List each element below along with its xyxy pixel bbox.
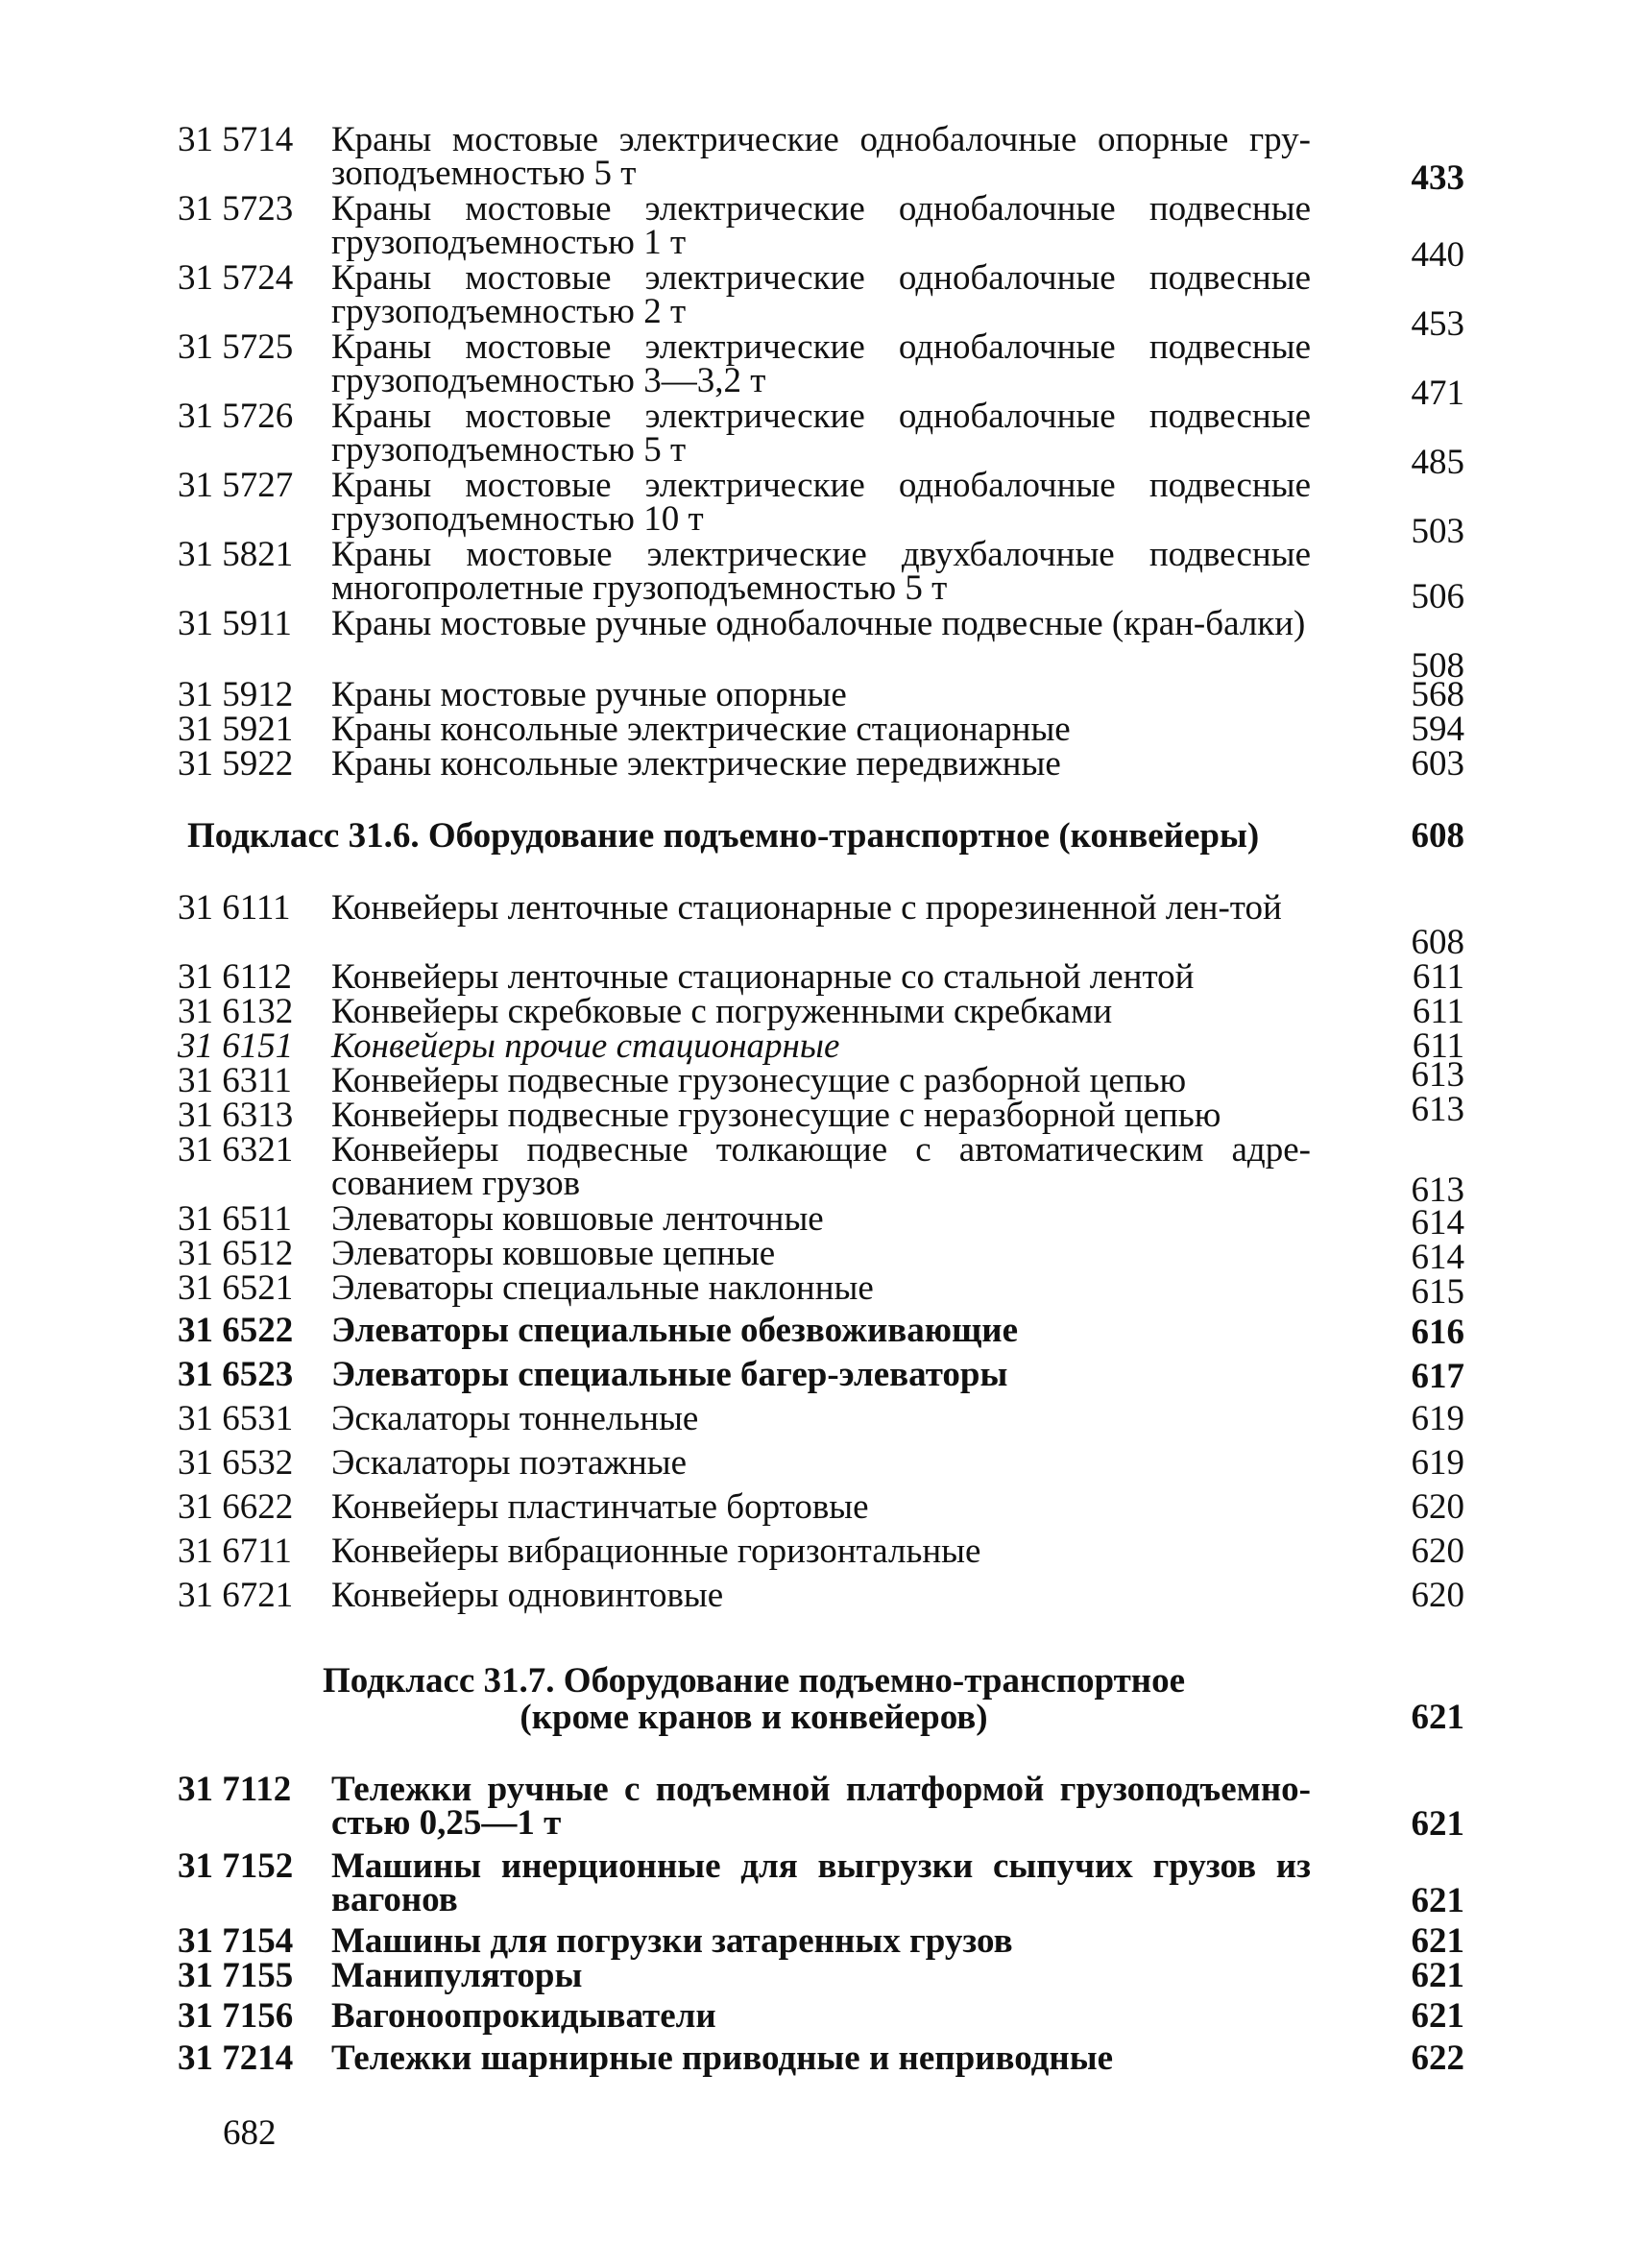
entry-description: Машины для погрузки затаренных грузов [331, 1921, 1013, 1961]
entry-code: 31 6622 [178, 1487, 294, 1527]
index-entry [178, 1199, 1464, 1243]
entry-page: 622 [1411, 2039, 1464, 2078]
entry-code: 31 7156 [178, 1996, 294, 2036]
index-entry [178, 1846, 1464, 1920]
subclass-title: Подкласс 31.7. Оборудование подъемно-транспортное [322, 1661, 1186, 1701]
entry-page: 603 [1411, 744, 1464, 784]
index-entry [178, 327, 1464, 413]
entry-description: Тележки шарнирные приводные и неприводные [331, 2039, 1113, 2078]
index-entry [178, 675, 1464, 714]
entry-code: 31 5723 [178, 189, 294, 229]
entry-page: 608 [1411, 923, 1464, 962]
subclass-heading [187, 1663, 1464, 1740]
index-entry [178, 258, 1464, 344]
index-entry [178, 466, 1464, 551]
entry-page: 471 [1411, 374, 1464, 413]
entry-description: Краны мостовые электрические однобалочные подвесные грузоподъемностью 2 т [331, 258, 1311, 331]
entry-code: 31 5727 [178, 466, 294, 505]
index-entry [178, 1234, 1464, 1277]
entry-description: Конвейеры одновинтовые [331, 1576, 724, 1615]
entry-code: 31 6313 [178, 1096, 294, 1135]
entry-code: 31 6523 [178, 1355, 294, 1394]
entry-code: 31 5821 [178, 535, 294, 574]
index-entry [178, 1770, 1464, 1844]
entry-description: Вагоноопрокидыватели [331, 1996, 716, 2036]
entry-page: 621 [1411, 1921, 1464, 1961]
entry-page: 506 [1411, 577, 1464, 616]
entry-page: 594 [1411, 710, 1464, 749]
entry-code: 31 6321 [178, 1130, 294, 1170]
entry-page: 620 [1411, 1576, 1464, 1615]
page-number: 682 [223, 2113, 277, 2153]
entry-code: 31 6522 [178, 1311, 294, 1350]
index-entry [178, 1534, 1464, 1573]
index-entry [178, 604, 1464, 686]
entry-code: 31 5921 [178, 710, 294, 749]
entry-page: 453 [1411, 304, 1464, 344]
entry-page: 621 [1411, 1804, 1464, 1844]
entry-description: Конвейеры подвесные грузонесущие с разборной цепью [331, 1061, 1187, 1100]
entry-description: Краны мостовые электрические однобалочные подвесные грузоподъемностью 5 т [331, 397, 1311, 470]
entry-description: Краны мостовые электрические однобалочные подвесные грузоподъемностью 1 т [331, 189, 1311, 262]
index-entry [178, 957, 1464, 997]
entry-page: 614 [1411, 1238, 1464, 1277]
index-entry [178, 712, 1464, 747]
entry-page: 613 [1411, 1055, 1464, 1095]
entry-description: Элеваторы специальные обезвоживающие [331, 1311, 1019, 1350]
entry-code: 31 7214 [178, 2039, 294, 2078]
entry-page: 621 [1411, 1881, 1464, 1920]
index-entry [178, 1921, 1464, 1961]
subclass-page: 608 [1411, 816, 1464, 856]
entry-code: 31 5714 [178, 120, 294, 159]
entry-code: 31 5912 [178, 675, 294, 714]
index-entry [178, 1311, 1464, 1352]
entry-code: 31 6531 [178, 1399, 294, 1438]
index-entry [178, 1487, 1464, 1529]
entry-code: 31 6132 [178, 992, 294, 1031]
index-entry [178, 744, 1464, 784]
index-entry [178, 1996, 1464, 2038]
entry-description: Элеваторы специальные наклонные [331, 1268, 874, 1308]
index-entry [178, 1576, 1464, 1617]
entry-page: 440 [1411, 235, 1464, 275]
entry-page: 619 [1411, 1399, 1464, 1438]
entry-code: 31 6711 [178, 1532, 292, 1571]
entry-page: 503 [1411, 512, 1464, 551]
entry-code: 31 5724 [178, 258, 294, 298]
entry-page: 613 [1411, 1090, 1464, 1129]
entry-code: 31 6151 [178, 1026, 294, 1066]
entry-description: Элеваторы ковшовые цепные [331, 1234, 776, 1273]
entry-description: Тележки ручные с подъемной платформой грузоподъемно-стью 0,25—1 т [331, 1770, 1311, 1843]
index-entry [178, 535, 1464, 616]
entry-page: 615 [1411, 1272, 1464, 1312]
entry-page: 611 [1412, 992, 1464, 1031]
entry-page: 433 [1411, 158, 1464, 198]
entry-description: Эскалаторы поэтажные [331, 1443, 688, 1483]
entry-description: Элеваторы специальные багер-элеваторы [331, 1355, 1008, 1394]
entry-description: Краны мостовые электрические однобалочные опорные гру-зоподъемностью 5 т [331, 120, 1311, 193]
entry-code: 31 6521 [178, 1268, 294, 1308]
entry-code: 31 7152 [178, 1846, 294, 1886]
entry-description: Элеваторы ковшовые ленточные [331, 1199, 824, 1239]
subclass-heading [187, 818, 1464, 857]
entry-code: 31 6532 [178, 1443, 294, 1483]
entry-description: Машины инерционные для выгрузки сыпучих грузов из вагонов [331, 1846, 1311, 1919]
index-entry [178, 1355, 1464, 1396]
entry-page: 620 [1411, 1487, 1464, 1527]
entry-page: 485 [1411, 443, 1464, 482]
entry-description: Конвейеры подвесные грузонесущие с неразборной цепью [331, 1096, 1221, 1135]
index-entry [178, 1055, 1464, 1100]
entry-page: 617 [1411, 1357, 1464, 1396]
entry-description: Эскалаторы тоннельные [331, 1399, 699, 1438]
entry-code: 31 6721 [178, 1576, 294, 1615]
entry-page: 616 [1411, 1313, 1464, 1352]
index-entry [178, 1268, 1464, 1312]
entry-description: Конвейеры ленточные стационарные со стальной лентой [331, 957, 1195, 997]
entry-description: Краны мостовые ручные однобалочные подвесные (кран-балки) [331, 604, 1306, 643]
index-entry [178, 189, 1464, 275]
index-entry [178, 120, 1464, 198]
subclass-title: Подкласс 31.6. Оборудование подъемно-транспортное (конвейеры) [187, 816, 1260, 856]
subclass-page: 621 [1411, 1698, 1464, 1737]
entry-code: 31 5911 [178, 604, 292, 643]
entry-description: Конвейеры прочие стационарные [331, 1026, 840, 1066]
entry-code: 31 5726 [178, 397, 294, 436]
entry-description: Краны консольные электрические стационарные [331, 710, 1071, 749]
entry-description: Манипуляторы [331, 1956, 583, 1995]
entry-description: Конвейеры пластинчатые бортовые [331, 1487, 869, 1527]
index-entry [178, 1443, 1464, 1484]
entry-page: 619 [1411, 1443, 1464, 1483]
entry-page: 614 [1411, 1203, 1464, 1243]
entry-description: Краны мостовые электрические однобалочные подвесные грузоподъемностью 3—3,2 т [331, 327, 1311, 400]
entry-description: Конвейеры подвесные толкающие с автоматическим адре-сованием грузов [331, 1130, 1311, 1203]
entry-description: Краны мостовые электрические однобалочные подвесные грузоподъемностью 10 т [331, 466, 1311, 539]
entry-description: Краны мостовые ручные опорные [331, 675, 847, 714]
index-entry [178, 888, 1464, 962]
index-entry [178, 992, 1464, 1031]
entry-page: 621 [1411, 1956, 1464, 1995]
index-entry [178, 1026, 1464, 1066]
entry-page: 621 [1411, 1996, 1464, 2036]
index-entry [178, 1399, 1464, 1440]
entry-description: Краны консольные электрические передвижные [331, 744, 1061, 784]
entry-code: 31 5922 [178, 744, 294, 784]
entry-code: 31 6112 [178, 957, 292, 997]
entry-page: 508 [1411, 646, 1464, 686]
entry-code: 31 6111 [178, 888, 291, 928]
entry-page: 620 [1411, 1532, 1464, 1571]
entry-code: 31 6512 [178, 1234, 294, 1273]
entry-description: Конвейеры ленточные стационарные с прорезиненной лен-той [331, 888, 1282, 928]
entry-code: 31 7155 [178, 1956, 294, 1995]
index-entry [178, 1130, 1464, 1210]
entry-page: 611 [1412, 1026, 1464, 1066]
entry-code: 31 5725 [178, 327, 294, 367]
entry-code: 31 6311 [178, 1061, 292, 1100]
entry-code: 31 6511 [178, 1199, 292, 1239]
entry-page: 568 [1411, 675, 1464, 714]
index-entry [178, 1090, 1464, 1135]
entry-page: 611 [1412, 957, 1464, 997]
index-entry [178, 2041, 1464, 2080]
index-entry [178, 1956, 1464, 1995]
entry-code: 31 7112 [178, 1770, 292, 1809]
subclass-title-continued: (кроме кранов и конвейеров) [520, 1698, 988, 1737]
entry-description: Краны мостовые электрические двухбалочные подвесные многопролетные грузоподъемностью 5 т [331, 535, 1311, 608]
entry-code: 31 7154 [178, 1921, 294, 1961]
index-entry [178, 397, 1464, 482]
entry-description: Конвейеры вибрационные горизонтальные [331, 1532, 981, 1571]
entry-page: 613 [1411, 1170, 1464, 1210]
entry-description: Конвейеры скребковые с погруженными скребками [331, 992, 1113, 1031]
